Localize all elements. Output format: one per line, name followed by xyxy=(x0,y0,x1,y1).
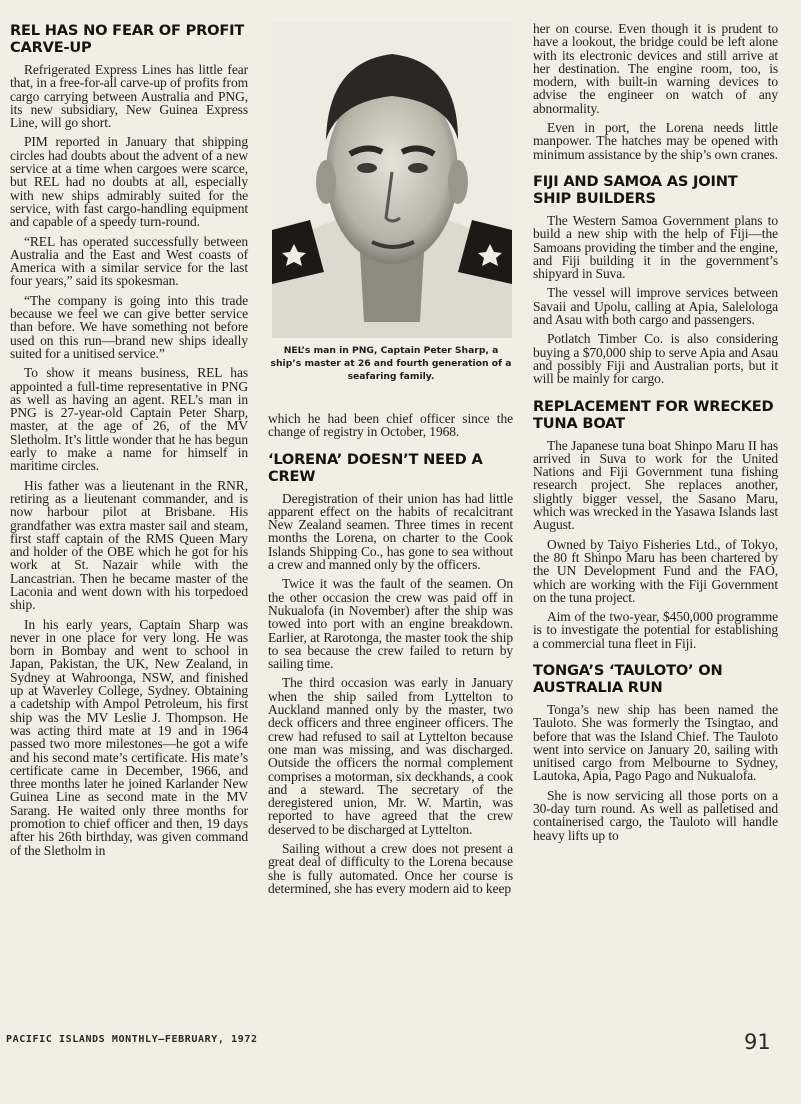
article-heading-lorena: ‘LORENA’ DOESN’T NEED A CREW xyxy=(268,450,483,485)
paragraph: In his early years, Captain Sharp was never in one place for very long. He was born in Bombay and went to school in Japan, Pakistan, the UK, New Zealand, in Sydney at Wahroonga, NSW, and finished up at Waverley College, Sydney. Obtaining a cadetship with Ampol Petroleum, his first ship was the MV Leslie J. Thompson. He was acting third mate at 19 and in 1964 passed two more milestones—he got a wife and his second mate’s certificate. His mate’s certificate came in December, 1966, and three months later he joined Karlander New Guinea Line as second mate in the MV Sarang. He waited only three months for promotion to chief officer and then, 19 days after his 26th birthday, was given command of the Sletholm in xyxy=(10,616,248,858)
paragraph: The third occasion was early in January when the ship sailed from Lyttelton to Auckland manned only by the master, two deck officers and three engineer officers. The crew had refused to sail at Lyttelton because one man was missing, and was discharged. Outside the officers the normal complement comprises a motorman, six deckhands, a cook and a steward. The secretary of the deregistered union, Mr. W. Martin, was reported to have agreed that the crew deserved to be discharged at Lyttelton. xyxy=(268,675,513,837)
paragraph: She is now servicing all those ports on a 30-day turn round. As well as palletised and containerised cargo, the Tauloto will handle heavy lifts up to xyxy=(533,787,778,843)
paragraph: Potlatch Timber Co. is also considering buying a $70,000 ship to serve Apia and Asau and possibly Fiji and Australian ports, but it will be mainly for cargo. xyxy=(533,331,778,387)
paragraph: His father was a lieutenant in the RNR, retiring as a lieutenant commander, and is now harbour pilot at Brisbane. His grandfather was extra master sail and steam, first staff captain of the RMS Queen Mary and holder of the OBE which he got for his work at St. Nazair while with the Lancastrian. Then he became master of the Laconia and went down with his torpedoed ship. xyxy=(10,477,248,613)
article-heading-tuna-boat: REPLACEMENT FOR WRECKED TUNA BOAT xyxy=(533,397,774,432)
continued-paragraph: her on course. Even though it is prudent to have a lookout, the bridge could be left alone with its electronic devices and still arrive at her destination. The engine room, too, is modern, with built-in warning devices to advise the engineer on watch of any abnormality. xyxy=(533,21,778,116)
article-heading-rel: REL HAS NO FEAR OF PROFIT CARVE-UP xyxy=(10,22,245,56)
paragraph: The Japanese tuna boat Shinpo Maru II has arrived in Suva to work for the United Nations and Fiji Government tuna fishing research project. She replaces another, slightly bigger vessel, the Sasano Maru, which was wrecked in the Yasawa Islands last August. xyxy=(533,437,778,533)
paragraph: Owned by Taiyo Fisheries Ltd., of Tokyo, the 80 ft Shinpo Maru has been chartered by the UN Development Fund and the FAO, which are working with the Fiji Government on the tuna project. xyxy=(533,536,778,605)
masthead-footer: PACIFIC ISLANDS MONTHLY—FEBRUARY, 1972 xyxy=(6,1034,258,1045)
captain-portrait-photo xyxy=(272,22,512,338)
photo-caption: NEL’s man in PNG, Captain Peter Sharp, a ship’s master at 26 and fourth generation of a seafaring family. xyxy=(270,345,512,382)
paragraph: Twice it was the fault of the seamen. On the other occasion the crew was paid off in Nukualofa (in November) after the ship was towed into port with an engine breakdown. Earlier, at Rarotonga, the master took the ship to sea because the crew failed to return by sailing time. xyxy=(268,576,513,672)
paragraph: Tonga’s new ship has been named the Tauloto. She was formerly the Tsingtao, and before that was the Island Chief. The Tauloto went into service on January 20, sailing with unitised cargo from Melbourne to Sydney, Lautoka, Apia, Pago Pago and Nukualofa. xyxy=(533,701,778,784)
paragraph: The Western Samoa Government plans to build a new ship with the help of Fiji—the Samoans providing the timber and the engine, and Fiji building it in the government’s shipyard in Suva. xyxy=(533,212,778,282)
paragraph: The vessel will improve services between Savaii and Upolu, calling at Apia, Salelologa and Asau with both cargo and passengers. xyxy=(533,285,778,328)
paragraph: Sailing without a crew does not present a great deal of difficulty to the Lorena because she is fully automated. Once her course is determined, she has every modern aid to keep xyxy=(268,841,513,896)
paragraph: “REL has operated successfully between Australia and the East and West coasts of America with a similar service for the last four years,” said its spokesman. xyxy=(10,233,248,289)
article-heading-tauloto: TONGA’S ‘TAULOTO’ ON AUSTRALIA RUN xyxy=(533,661,723,696)
paragraph: Deregistration of their union has had little apparent effect on the habits of recalcitrant New Zealand seamen. Three times in recent months the Lorena, on charter to the Cook Islands Shipping Co., has gone to sea without a crew and manned only by the officers. xyxy=(268,490,513,573)
paragraph: Refrigerated Express Lines has little fear that, in a free-for-all carve-up of profits from cargo carrying between Australia and PNG, its new subsidiary, New Guinea Express Line, will go short. xyxy=(10,62,248,131)
paragraph: To show it means business, REL has appointed a full-time representative in PNG as well as having an agent. REL’s man in PNG is 27-year-old Captain Peter Sharp, master, at the age of 26, of the MV Sletholm. It’s little wonder that he has begun early to make a name for himself in maritime circles. xyxy=(10,365,248,474)
paragraph: PIM reported in January that shipping circles had doubts about the advent of a new service at a time when cargoes were scarce, but REL had no doubts at all, especially with new ships admirably suited for the service, with fast cargo-handling equipment and capable of a speedy turn-round. xyxy=(10,134,248,230)
article-lorena-column xyxy=(268,412,513,901)
article-heading-fiji-samoa: FIJI AND SAMOA AS JOINT SHIP BUILDERS xyxy=(533,172,738,207)
continued-paragraph: which he had been chief officer since the change of registry in October, 1968. xyxy=(268,411,513,440)
article-rel-column xyxy=(10,22,248,863)
articles-right-column xyxy=(533,22,778,848)
paragraph: Even in port, the Lorena needs little manpower. The hatches may be opened with minimum assistance by the ship’s own cranes. xyxy=(533,120,778,162)
paragraph: Aim of the two-year, $450,000 programme is to investigate the potential for establishing a commercial tuna fleet in Fiji. xyxy=(533,609,778,651)
page-number: 91 xyxy=(744,1030,771,1054)
paragraph: “The company is going into this trade because we feel we can give better service than before. We have something not before used on this run—brand new ships ideally suited for a unitised service.” xyxy=(10,292,248,361)
portrait-illustration xyxy=(272,22,512,338)
